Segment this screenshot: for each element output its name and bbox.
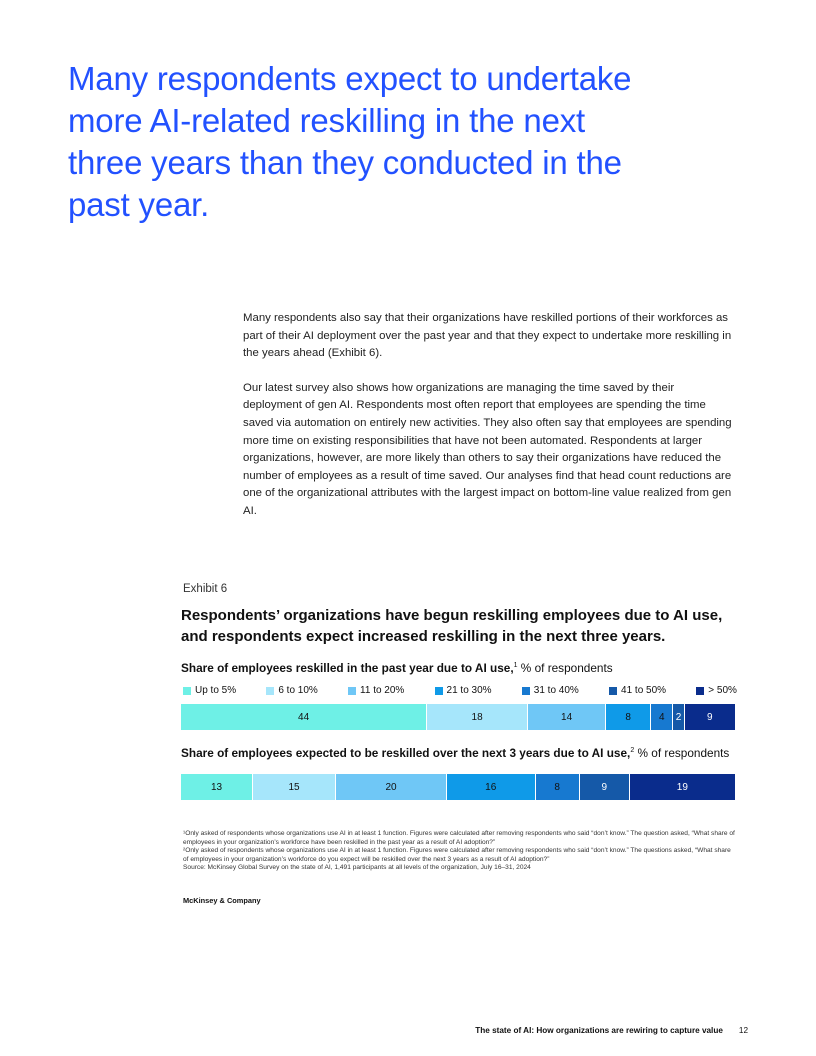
body-paragraph: Our latest survey also shows how organizations are managing the time saved by their deployment of gen AI. Respondents most often report that employees are spending the time saved via automation on entirely new activities. They also often say that employees are spending more time on existing responsibilities that have not been automated. Respondents at larger organizations, however, are more likely than others to say their organizations have reduced the number of employees as a result of time saved. Our analyses find that head count reductions are one of the organizational attributes with the largest impact on bottom-line value realized from gen AI. xyxy=(243,381,732,517)
bar-segment xyxy=(528,704,606,730)
legend-label: 41 to 50% xyxy=(621,685,667,696)
data-label: 15 xyxy=(288,781,300,793)
legend-item xyxy=(348,685,404,696)
data-label: 44 xyxy=(298,711,310,723)
bar-segment xyxy=(673,704,684,730)
bar-segment xyxy=(336,774,447,800)
bar-segment xyxy=(651,704,673,730)
legend-swatch xyxy=(435,687,443,695)
legend-swatch xyxy=(183,687,191,695)
chart-subtitle-bold: Share of employees expected to be reskilled over the next 3 years due to AI use, xyxy=(181,746,631,760)
chart-legend xyxy=(181,685,737,696)
bar-segment xyxy=(685,704,735,730)
data-label: 14 xyxy=(561,711,573,723)
exhibit-title: Respondents’ organizations have begun reskilling employees due to AI use, and respondents expect increased reskilling in the next three years. xyxy=(181,607,723,645)
stacked-bar-past-year xyxy=(181,704,735,730)
page-number: 12 xyxy=(738,1026,748,1035)
legend-label: 21 to 30% xyxy=(446,685,492,696)
source-note: Source: McKinsey Global Survey on the state of AI, 1,491 participants at all levels of the organization, July 16–31, 2024 xyxy=(183,864,531,872)
data-label: 8 xyxy=(554,781,560,793)
legend-item xyxy=(522,685,579,696)
data-label: 9 xyxy=(601,781,608,793)
chart-subtitle-bold: Share of employees reskilled in the past year due to AI use, xyxy=(181,661,514,675)
data-label: 4 xyxy=(658,711,665,723)
footnote-ref: 1 xyxy=(513,662,518,670)
exhibit xyxy=(181,583,741,816)
legend-label: 31 to 40% xyxy=(533,685,579,696)
legend-item xyxy=(435,685,492,696)
page-footer xyxy=(475,1026,748,1035)
legend-item xyxy=(609,685,666,696)
legend-label: > 50% xyxy=(708,685,737,696)
chart-subtitle-past-year xyxy=(181,661,741,675)
legend-item xyxy=(183,685,236,696)
data-label: 13 xyxy=(210,781,223,793)
legend-label: Up to 5% xyxy=(195,685,237,696)
legend-swatch xyxy=(266,687,274,695)
bar-segment xyxy=(536,774,580,800)
chart-subtitle-unit: % of respondents xyxy=(517,661,613,675)
legend-item xyxy=(266,685,317,696)
legend-label: 6 to 10% xyxy=(278,685,318,696)
data-label: 20 xyxy=(385,781,397,793)
footnote-2: ²Only asked of respondents whose organizations use AI in at least 1 function. Figures were calculated after removing respondents who said “don’t know.” The questions asked, “What share of employees in your organization’s workforce do you expect will be reskilled over the next 3 years as a result of AI adoption?” xyxy=(183,847,731,863)
footnote-1: ¹Only asked of respondents whose organizations use AI in at least 1 function. Figures were calculated after removing respondents who said “don’t know.” The question asked, “What share of employees in your organization’s workforce have been reskilled in the past year as a result of AI adoption?” xyxy=(183,830,735,846)
exhibit-label: Exhibit 6 xyxy=(183,583,228,595)
bar-segment xyxy=(181,704,427,730)
bar-segment xyxy=(427,704,528,730)
data-label: 9 xyxy=(706,711,713,723)
publication-title: The state of AI: How organizations are rewiring to capture value xyxy=(475,1026,723,1035)
legend-swatch xyxy=(522,687,530,695)
bar-segment xyxy=(580,774,630,800)
chart-subtitle-next-3-years xyxy=(181,746,741,760)
bar-segment xyxy=(447,774,536,800)
footnote-ref: 2 xyxy=(630,747,635,755)
bar-segment xyxy=(606,704,651,730)
body-text xyxy=(243,310,733,538)
data-label: 16 xyxy=(485,781,497,793)
data-label: 2 xyxy=(675,711,682,723)
legend-item xyxy=(696,685,737,696)
data-label: 18 xyxy=(471,711,483,723)
page-headline: Many respondents expect to undertake more AI-related reskilling in the next three years than they conducted in the past year. xyxy=(68,60,632,223)
brand-name: McKinsey & Company xyxy=(183,896,261,905)
legend-swatch xyxy=(348,687,356,695)
bar-segment xyxy=(181,774,253,800)
footnotes xyxy=(183,830,735,873)
data-label: 19 xyxy=(676,781,688,793)
body-paragraph: Many respondents also say that their organizations have reskilled portions of their workforces as part of their AI deployment over the past year and that they expect to undertake more reskilling in the years ahead (Exhibit 6). xyxy=(243,312,732,360)
data-label: 8 xyxy=(625,711,631,723)
legend-swatch xyxy=(696,687,704,695)
legend-label: 11 to 20% xyxy=(360,685,405,696)
legend-swatch xyxy=(609,687,617,695)
chart-subtitle-unit: % of respondents xyxy=(634,746,730,760)
stacked-bar-next-3-years xyxy=(181,774,735,800)
bar-segment xyxy=(630,774,735,800)
bar-segment xyxy=(253,774,336,800)
